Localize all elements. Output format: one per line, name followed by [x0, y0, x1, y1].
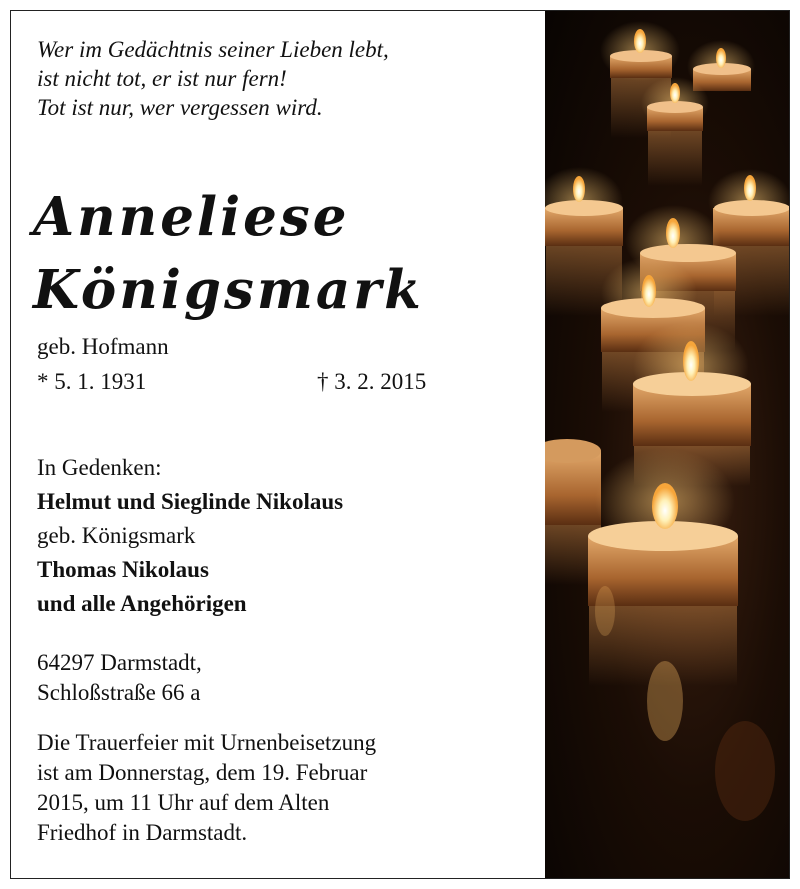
- address-line-1: 64297 Darmstadt,: [37, 650, 202, 675]
- address-block: [37, 648, 202, 708]
- candles-photo: [545, 11, 790, 878]
- funeral-notice: [37, 728, 376, 848]
- mourners-block: [37, 451, 343, 621]
- funeral-line-4: Friedhof in Darmstadt.: [37, 820, 248, 845]
- maiden-name: geb. Hofmann: [37, 334, 169, 359]
- death-date: † 3. 2. 2015: [317, 369, 427, 394]
- mourner-line-3: Thomas Nikolaus: [37, 557, 209, 582]
- funeral-line-2: ist am Donnerstag, dem 19. Februar: [37, 760, 368, 785]
- candles-illustration: [545, 11, 790, 878]
- first-name: Anneliese: [33, 186, 350, 248]
- quote-line-3: Tot ist nur, wer vergessen wird.: [37, 95, 323, 120]
- candle-near-3: [588, 449, 738, 686]
- mourner-line-2: geb. Königsmark: [37, 523, 196, 548]
- text-column: [11, 11, 545, 878]
- funeral-line-3: 2015, um 11 Uhr auf dem Alten: [37, 790, 330, 815]
- quote-line-1: Wer im Gedächtnis seiner Lieben lebt,: [37, 37, 389, 62]
- obituary-card: [10, 10, 790, 879]
- mourner-line-1: Helmut und Sieglinde Nikolaus: [37, 489, 344, 514]
- memorial-quote: [37, 35, 389, 122]
- mourner-line-4: und alle Angehörigen: [37, 591, 247, 616]
- candle-far-3: [641, 77, 709, 186]
- birth-date: * 5. 1. 1931: [37, 369, 147, 394]
- funeral-line-1: Die Trauerfeier mit Urnenbeisetzung: [37, 730, 377, 755]
- quote-line-2: ist nicht tot, er ist nur fern!: [37, 66, 287, 91]
- last-name: Königsmark: [33, 259, 424, 321]
- mourners-intro: In Gedenken:: [37, 455, 162, 480]
- deceased-name: [33, 181, 424, 327]
- address-line-2: Schloßstraße 66 a: [37, 680, 201, 705]
